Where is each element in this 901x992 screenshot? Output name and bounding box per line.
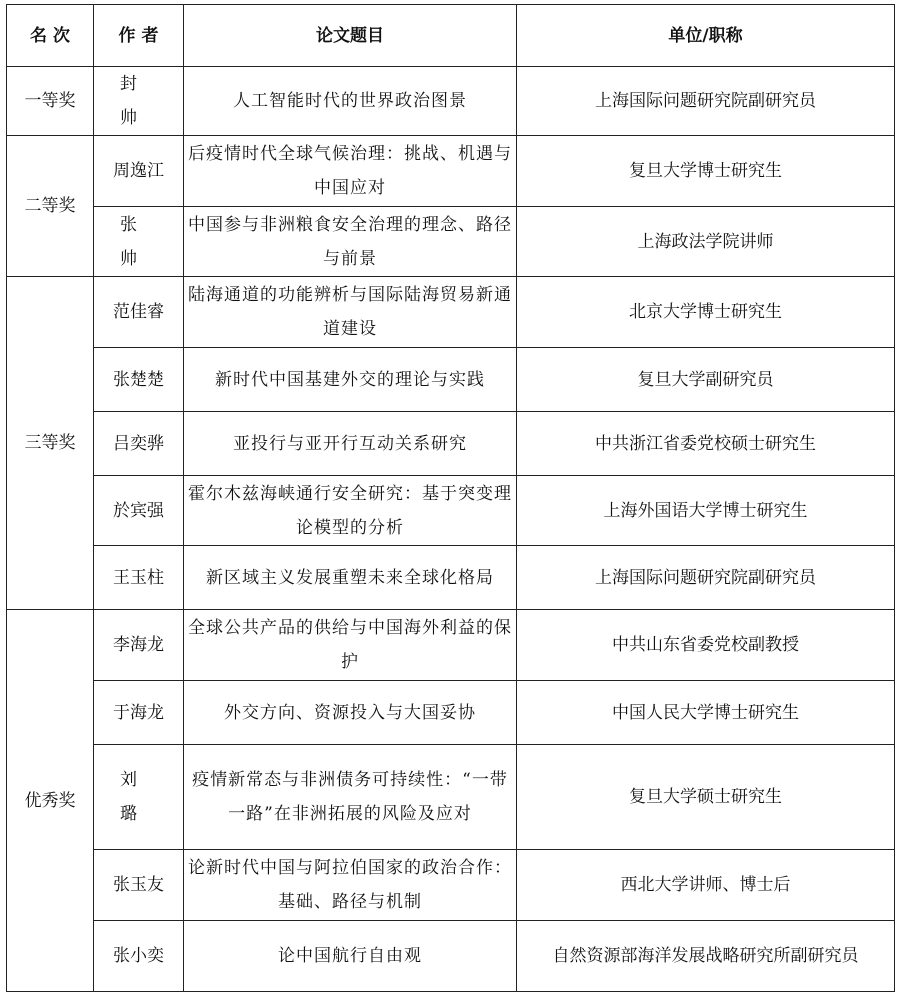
table-row <box>7 348 895 412</box>
affiliation-cell: 上海国际问题研究院副研究员 <box>517 546 895 610</box>
table-row <box>7 546 895 610</box>
author-cell: 张玉友 <box>94 850 184 921</box>
title-cell: 全球公共产品的供给与中国海外利益的保护 <box>184 610 517 681</box>
title-cell: 新区域主义发展重塑未来全球化格局 <box>184 546 517 610</box>
author-cell: 周逸江 <box>94 136 184 207</box>
author-cell: 於宾强 <box>94 476 184 546</box>
title-cell: 亚投行与亚开行互动关系研究 <box>184 412 517 476</box>
affiliation-cell: 上海国际问题研究院副研究员 <box>517 67 895 136</box>
table-row <box>7 610 895 681</box>
rank-cell: 优秀奖 <box>7 610 94 992</box>
table-row <box>7 412 895 476</box>
author-cell: 张楚楚 <box>94 348 184 412</box>
affiliation-cell: 复旦大学副研究员 <box>517 348 895 412</box>
header-affiliation: 单位/职称 <box>517 5 895 67</box>
affiliation-cell: 上海外国语大学博士研究生 <box>517 476 895 546</box>
title-cell: 外交方向、资源投入与大国妥协 <box>184 681 517 745</box>
table-row <box>7 681 895 745</box>
header-row <box>7 5 895 67</box>
affiliation-cell: 西北大学讲师、博士后 <box>517 850 895 921</box>
table-row <box>7 850 895 921</box>
affiliation-cell: 中国人民大学博士研究生 <box>517 681 895 745</box>
table-row <box>7 745 895 850</box>
author-cell: 张小奕 <box>94 921 184 992</box>
title-cell: 后疫情时代全球气候治理：挑战、机遇与中国应对 <box>184 136 517 207</box>
table-row <box>7 67 895 136</box>
affiliation-cell: 中共山东省委党校副教授 <box>517 610 895 681</box>
author-cell: 于海龙 <box>94 681 184 745</box>
affiliation-cell: 复旦大学博士研究生 <box>517 136 895 207</box>
title-cell: 论新时代中国与阿拉伯国家的政治合作：基础、路径与机制 <box>184 850 517 921</box>
title-cell: 人工智能时代的世界政治图景 <box>184 67 517 136</box>
table-row <box>7 207 895 277</box>
header-rank: 名 次 <box>7 5 94 67</box>
affiliation-cell: 上海政法学院讲师 <box>517 207 895 277</box>
affiliation-cell: 自然资源部海洋发展战略研究所副研究员 <box>517 921 895 992</box>
rank-cell: 二等奖 <box>7 136 94 277</box>
affiliation-cell: 北京大学博士研究生 <box>517 277 895 348</box>
title-cell: 中国参与非洲粮食安全治理的理念、路径与前景 <box>184 207 517 277</box>
table-row <box>7 136 895 207</box>
author-cell: 封 帅 <box>94 67 184 136</box>
rank-cell: 一等奖 <box>7 67 94 136</box>
title-cell: 陆海通道的功能辨析与国际陆海贸易新通道建设 <box>184 277 517 348</box>
author-cell: 王玉柱 <box>94 546 184 610</box>
title-cell: 霍尔木兹海峡通行安全研究：基于突变理论模型的分析 <box>184 476 517 546</box>
author-cell: 张 帅 <box>94 207 184 277</box>
awards-table <box>6 4 895 992</box>
header-author: 作 者 <box>94 5 184 67</box>
table-row <box>7 476 895 546</box>
affiliation-cell: 中共浙江省委党校硕士研究生 <box>517 412 895 476</box>
table-row <box>7 277 895 348</box>
header-title: 论文题目 <box>184 5 517 67</box>
affiliation-cell: 复旦大学硕士研究生 <box>517 745 895 850</box>
title-cell: 新时代中国基建外交的理论与实践 <box>184 348 517 412</box>
table-row <box>7 921 895 992</box>
rank-cell: 三等奖 <box>7 277 94 610</box>
title-cell: 疫情新常态与非洲债务可持续性：“一带一路”在非洲拓展的风险及应对 <box>184 745 517 850</box>
author-cell: 李海龙 <box>94 610 184 681</box>
author-cell: 刘 璐 <box>94 745 184 850</box>
author-cell: 范佳睿 <box>94 277 184 348</box>
author-cell: 吕奕骅 <box>94 412 184 476</box>
title-cell: 论中国航行自由观 <box>184 921 517 992</box>
